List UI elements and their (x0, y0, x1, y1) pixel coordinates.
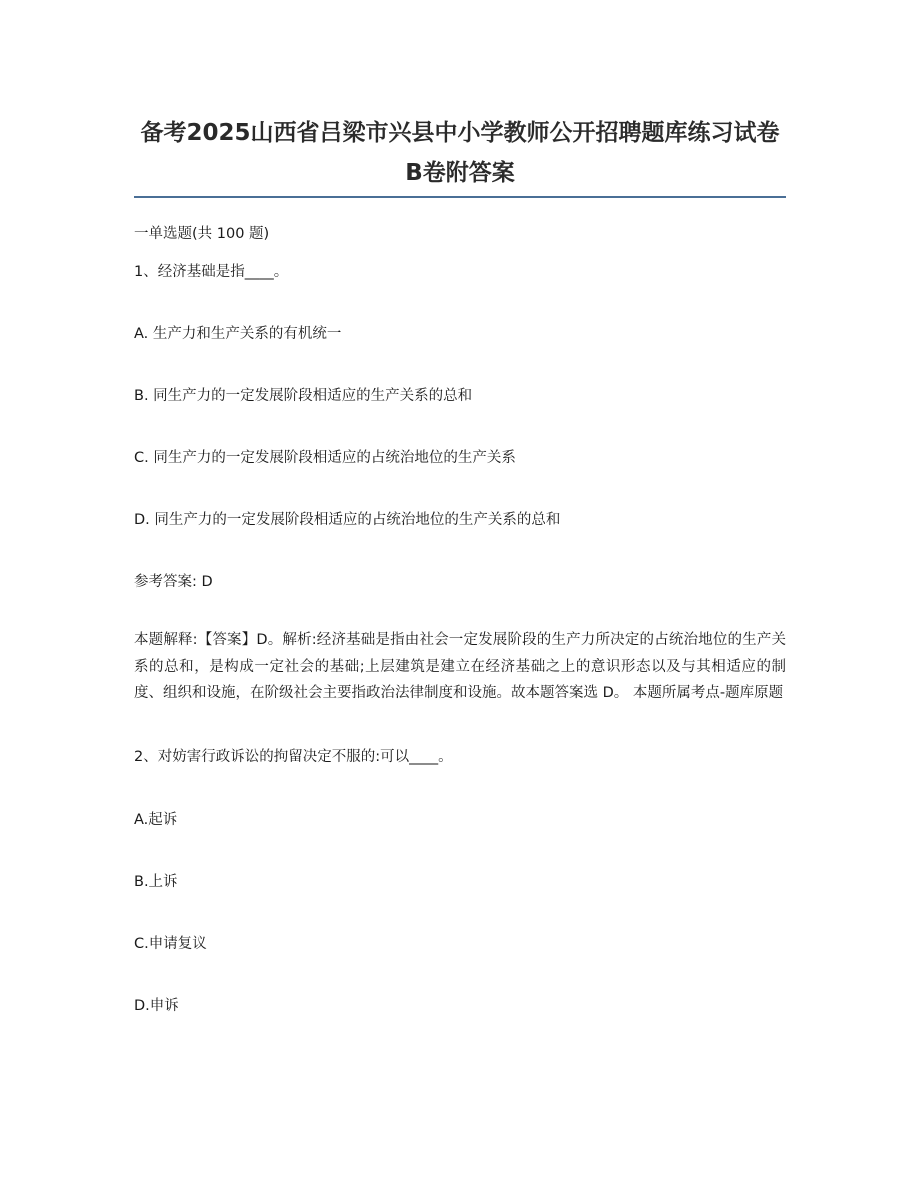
question-1-option-c: C. 同生产力的一定发展阶段相适应的占统治地位的生产关系 (134, 450, 516, 466)
question-1-option-b: B. 同生产力的一定发展阶段相适应的生产关系的总和 (134, 388, 473, 404)
question-1-stem: 1、经济基础是指____。 (134, 264, 289, 280)
question-2-option-d: D.申诉 (134, 998, 179, 1014)
section-heading: 一单选题(共 100 题) (134, 226, 270, 242)
title-underline (134, 196, 786, 198)
question-1-explanation: 本题解释:【答案】D。解析:经济基础是指由社会一定发展阶段的生产力所决定的占统治地位的生产关系的总和，是构成一定社会的基础;上层建筑是建立在经济基础之上的意识形态以及与其相适应的制度、组织和设施，在阶级社会主要指政治法律制度和设施。故本题答案选 D。 本题所属考点-题库原题 (134, 632, 786, 701)
question-2-stem: 2、对妨害行政诉讼的拘留决定不服的:可以____。 (134, 749, 453, 765)
question-1-option-a: A. 生产力和生产关系的有机统一 (134, 326, 342, 342)
question-1-option-d: D. 同生产力的一定发展阶段相适应的占统治地位的生产关系的总和 (134, 512, 561, 528)
question-2-option-b: B.上诉 (134, 874, 178, 890)
document-title: 备考2025山西省吕梁市兴县中小学教师公开招聘题库练习试卷B卷附答案 (140, 120, 780, 186)
question-1-answer: 参考答案: D (134, 574, 213, 590)
question-2-option-a: A.起诉 (134, 812, 178, 828)
question-2-option-c: C.申请复议 (134, 936, 207, 952)
